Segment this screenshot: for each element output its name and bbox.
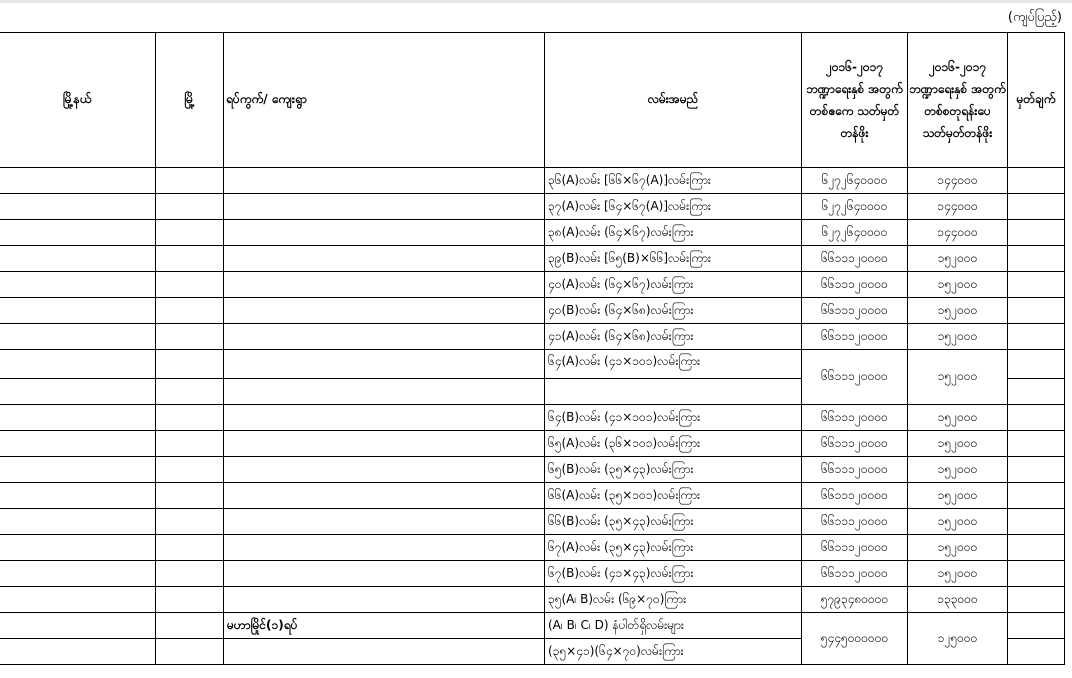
- header-row: [0, 33, 1065, 168]
- sqft-value-cell: ၁၃၃၀၀၀: [908, 587, 1008, 613]
- street-cell: ၃၇(A)လမ်း [၆၄×၆၇(A)]လမ်းကြား: [545, 194, 802, 220]
- table-row: [0, 350, 1065, 379]
- sqft-value-cell: ၁၅၂၀၀၀: [908, 457, 1008, 483]
- street-cell: ၆၄(A)လမ်း (၄၁×၁၀၁)လမ်းကြား: [545, 350, 802, 379]
- table-row: [0, 483, 1065, 509]
- acre-value-cell: ၆၂၇၂၆၄၀၀၀၀: [802, 168, 908, 194]
- acre-value-cell: ၆၆၁၁၁၂၀၀၀၀: [802, 405, 908, 431]
- acre-value-cell: ၆၆၁၁၁၂၀၀၀၀: [802, 272, 908, 298]
- street-cell: ၆၄(B)လမ်း (၄၁×၁၀၁)လမ်းကြား: [545, 405, 802, 431]
- header-remarks: မှတ်ချက်: [1008, 33, 1065, 168]
- sqft-value-cell: ၁၅၂၀၀၀: [908, 350, 1008, 405]
- street-cell: ၆၆(A)လမ်း (၃၅×၁၀၁)လမ်းကြား: [545, 483, 802, 509]
- sqft-value-cell: ၁၅၂၀၀၀: [908, 509, 1008, 535]
- header-city: မြို့: [156, 33, 224, 168]
- top-rule: [0, 0, 1072, 3]
- table-row: [0, 246, 1065, 272]
- street-cell: ၆၇(B)လမ်း (၄၁×၄၃)လမ်းကြား: [545, 561, 802, 587]
- street-cell: ၄၁(A)လမ်း (၆၄×၆၈)လမ်းကြား: [545, 324, 802, 350]
- acre-value-cell: ၆၆၁၁၁၂၀၀၀၀: [802, 535, 908, 561]
- table-row: [0, 561, 1065, 587]
- table-row: [0, 220, 1065, 246]
- table-row: [0, 168, 1065, 194]
- sqft-value-cell: ၁၅၂၀၀၀: [908, 405, 1008, 431]
- land-value-table: [0, 32, 1065, 665]
- street-cell: ၃၆(A)လမ်း [၆၆×၆၇(A)]လမ်းကြား: [545, 168, 802, 194]
- acre-value-cell: ၆၆၁၁၁၂၀၀၀၀: [802, 324, 908, 350]
- sqft-value-cell: ၁၅၂၀၀၀: [908, 298, 1008, 324]
- acre-value-cell: ၅၄၄၅၀၀၀၀၀၀: [802, 613, 908, 665]
- sqft-value-cell: ၁၄၄၀၀၀: [908, 168, 1008, 194]
- sqft-value-cell: ၁၂၅၀၀၀: [908, 613, 1008, 665]
- table-row: [0, 535, 1065, 561]
- table-row: [0, 613, 1065, 639]
- acre-value-cell: ၆၆၁၁၁၂၀၀၀၀: [802, 509, 908, 535]
- sqft-value-cell: ၁၅၂၀၀၀: [908, 535, 1008, 561]
- sqft-value-cell: ၁၅၂၀၀၀: [908, 324, 1008, 350]
- acre-value-cell: ၅၇၉၃၄၈၀၀၀၀: [802, 587, 908, 613]
- acre-value-cell: ၆၆၁၁၁၂၀၀၀၀: [802, 350, 908, 405]
- sqft-value-cell: ၁၅၂၀၀၀: [908, 561, 1008, 587]
- acre-value-cell: ၆၆၁၁၁၂၀၀၀၀: [802, 457, 908, 483]
- street-cell: ၃၅(A၊ B)လမ်း (၆၉×၇၀)ကြား: [545, 587, 802, 613]
- acre-value-cell: ၆၂၇၂၆၄၀၀၀၀: [802, 220, 908, 246]
- header-value-acre: ၂၀၁၆-၂၀၁၇ ဘဏ္ဍာရေးနှစ် အတွက် တစ်ဧကေ သတ်မှတ်တန်ဖိုး: [802, 33, 908, 168]
- table-row: [0, 194, 1065, 220]
- acre-value-cell: ၆၆၁၁၁၂၀၀၀၀: [802, 483, 908, 509]
- street-cell: ၃၈(A)လမ်း (၆၄×၆၇)လမ်းကြား: [545, 220, 802, 246]
- street-cell: ၄၀(A)လမ်း (၆၄×၆၇)လမ်းကြား: [545, 272, 802, 298]
- sqft-value-cell: ၁၄၄၀၀၀: [908, 194, 1008, 220]
- ward-cell: မဟာမြိုင်(၁)ရပ်: [224, 613, 545, 639]
- sqft-value-cell: ၁၅၂၀၀၀: [908, 246, 1008, 272]
- acre-value-cell: ၆၆၁၁၁၂၀၀၀၀: [802, 431, 908, 457]
- table-row: [0, 298, 1065, 324]
- street-cell: ၆၅(A)လမ်း (၃၆×၁၀၁)လမ်းကြား: [545, 431, 802, 457]
- street-cell: ၆၆(B)လမ်း (၃၅×၄၃)လမ်းကြား: [545, 509, 802, 535]
- table-row: [0, 272, 1065, 298]
- acre-value-cell: ၆၂၇၂၆၄၀၀၀၀: [802, 194, 908, 220]
- table-row: [0, 457, 1065, 483]
- sqft-value-cell: ၁၅၂၀၀၀: [908, 431, 1008, 457]
- acre-value-cell: ၆၆၁၁၁၂၀၀၀၀: [802, 298, 908, 324]
- table-row: [0, 405, 1065, 431]
- acre-value-cell: ၆၆၁၁၁၂၀၀၀၀: [802, 561, 908, 587]
- table-row: [0, 431, 1065, 457]
- street-cell: ၆၅(B)လမ်း (၃၅×၄၃)လမ်းကြား: [545, 457, 802, 483]
- table-row: [0, 324, 1065, 350]
- header-street: လမ်းအမည်: [545, 33, 802, 168]
- sqft-value-cell: ၁၄၄၀၀၀: [908, 220, 1008, 246]
- unit-label: (ကျပ်ပြည့်): [1007, 10, 1062, 25]
- table-row: [0, 587, 1065, 613]
- sqft-value-cell: ၁၅၂၀၀၀: [908, 272, 1008, 298]
- header-township: မြို့နယ်: [0, 33, 156, 168]
- street-cell: ၆၇(A)လမ်း (၃၅×၄၃)လမ်းကြား: [545, 535, 802, 561]
- acre-value-cell: ၆၆၁၁၁၂၀၀၀၀: [802, 246, 908, 272]
- street-cell: ၃၉(B)လမ်း [၆၅(B)×၆၆]လမ်းကြား: [545, 246, 802, 272]
- street-cell: (၃၅×၄၁)(၆၄×၇၀)လမ်းကြား: [545, 639, 802, 665]
- header-ward: ရပ်ကွက်/ ကျေးရွာ: [224, 33, 545, 168]
- table-row: [0, 509, 1065, 535]
- street-cell: ၄၀(B)လမ်း (၆၄×၆၈)လမ်းကြား: [545, 298, 802, 324]
- header-value-sqft: ၂၀၁၆-၂၀၁၇ ဘဏ္ဍာရေးနှစ် အတွက် တစ်စတုရန်းပေ သတ်မှတ်တန်ဖိုး: [908, 33, 1008, 168]
- street-cell: (A၊ B၊ C၊ D) နံပါတ်ရှိလမ်းများ: [545, 613, 802, 639]
- sqft-value-cell: ၁၅၂၀၀၀: [908, 483, 1008, 509]
